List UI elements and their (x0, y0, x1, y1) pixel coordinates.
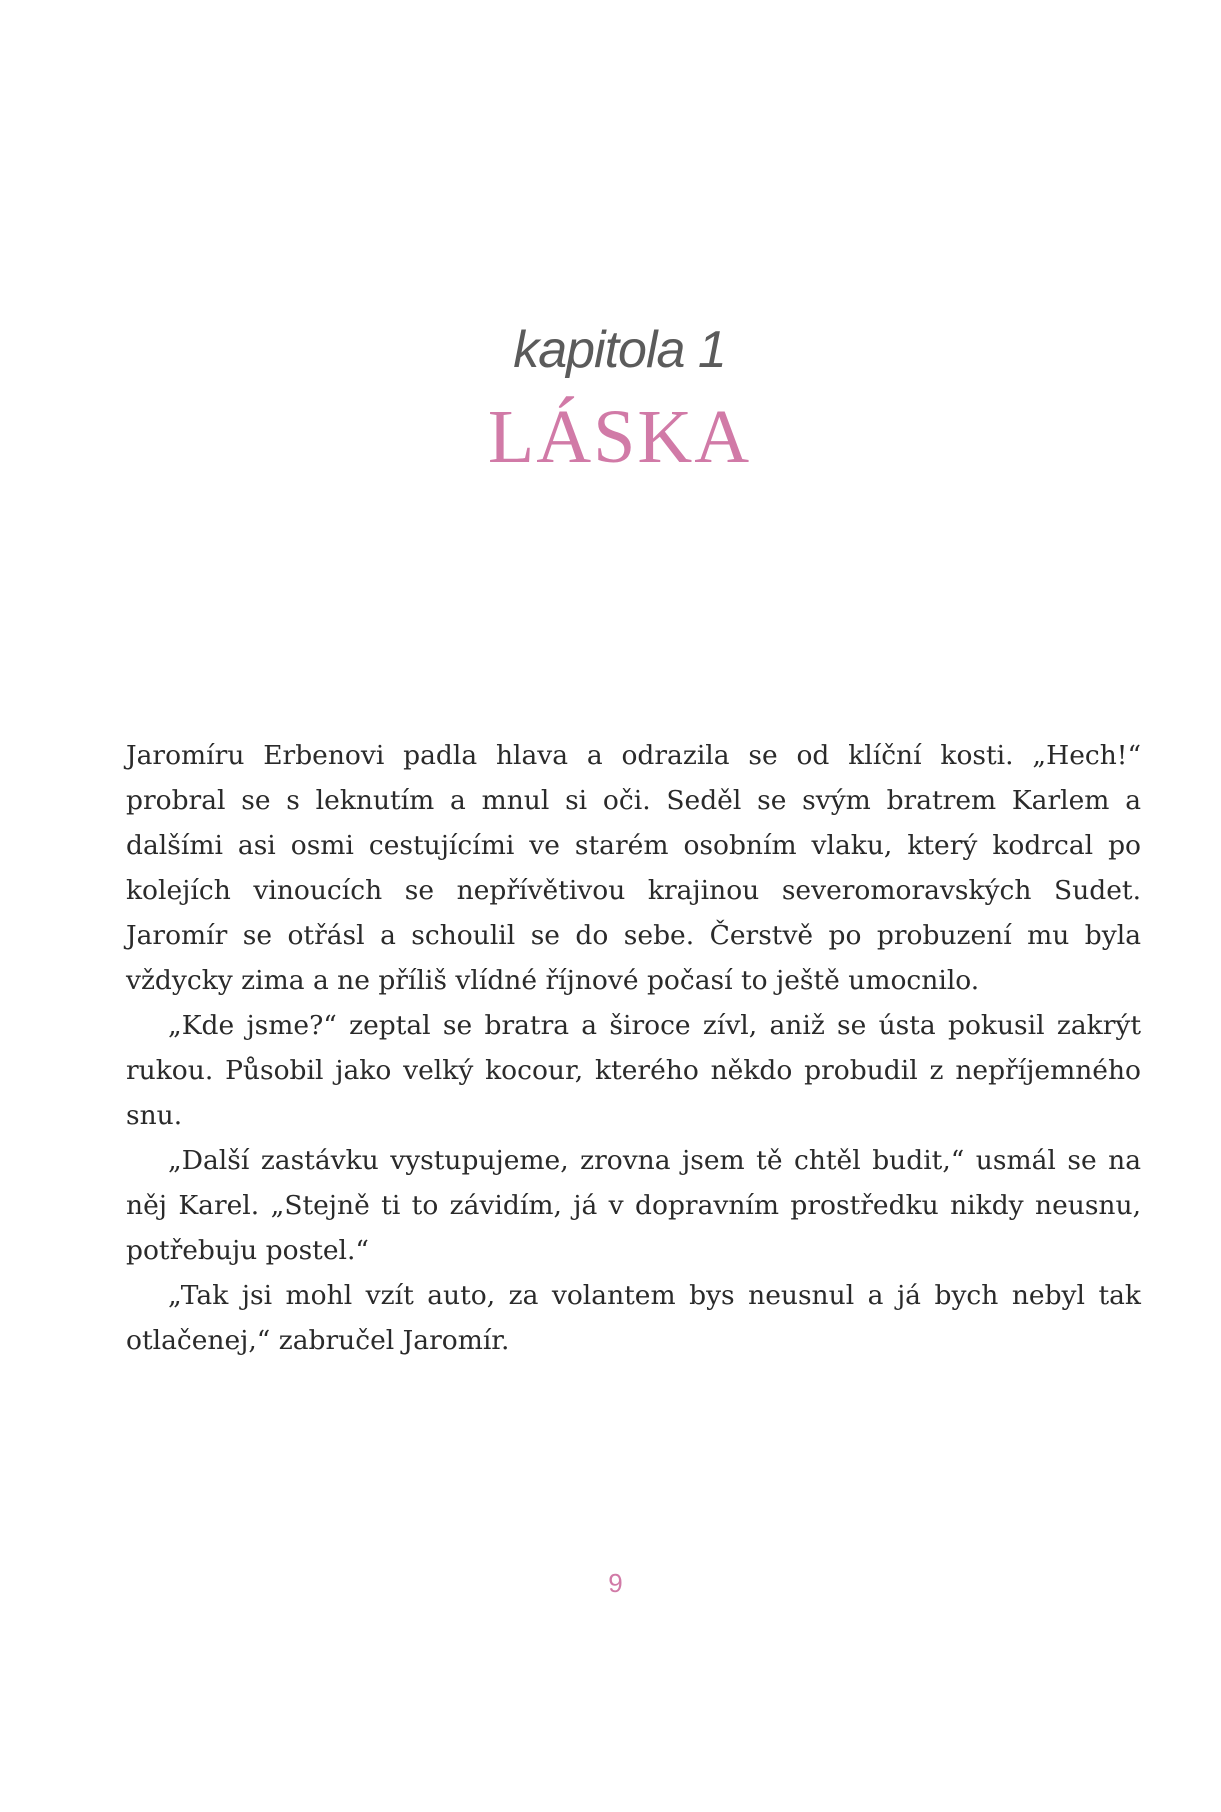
paragraph: Jaromíru Erbenovi padla hlava a odrazila se od klíční kosti. „Hech!“ probral se s leknutím a mnul si oči. Seděl se svým bratrem Karlem a dalšími asi osmi cestujícími ve starém osobním vlaku, který kodrcal po kolejích vinoucích se nepřívětivou krajinou severomoravských Sudet. Jaromír se otřásl a schoulil se do sebe. Čerstvě po probuzení mu byla vždycky zima a ne příliš vlídné říjnové počasí to ještě umocnilo. (126, 740, 1141, 996)
page-number: 9 (608, 1568, 623, 1598)
chapter-body (126, 733, 1141, 1363)
paragraph: „Kde jsme?“ zeptal se bratra a široce zívl, aniž se ústa pokusil zakrýt rukou. Působil jako velký kocour, kterého někdo probudil z nepříjemného snu. (126, 1010, 1141, 1131)
chapter-title: LÁSKA (487, 395, 752, 479)
paragraph: „Tak jsi mohl vzít auto, za volantem bys neusnul a já bych nebyl tak otlačenej,“ zabručel Jaromír. (126, 1280, 1141, 1356)
paragraph: „Další zastávku vystupujeme, zrovna jsem tě chtěl budit,“ usmál se na něj Karel. „Stejně ti to závidím, já v dopravním prostředku nikdy neusnu, potřebuju postel.“ (126, 1145, 1141, 1266)
chapter-kicker: kapitola 1 (513, 321, 726, 379)
